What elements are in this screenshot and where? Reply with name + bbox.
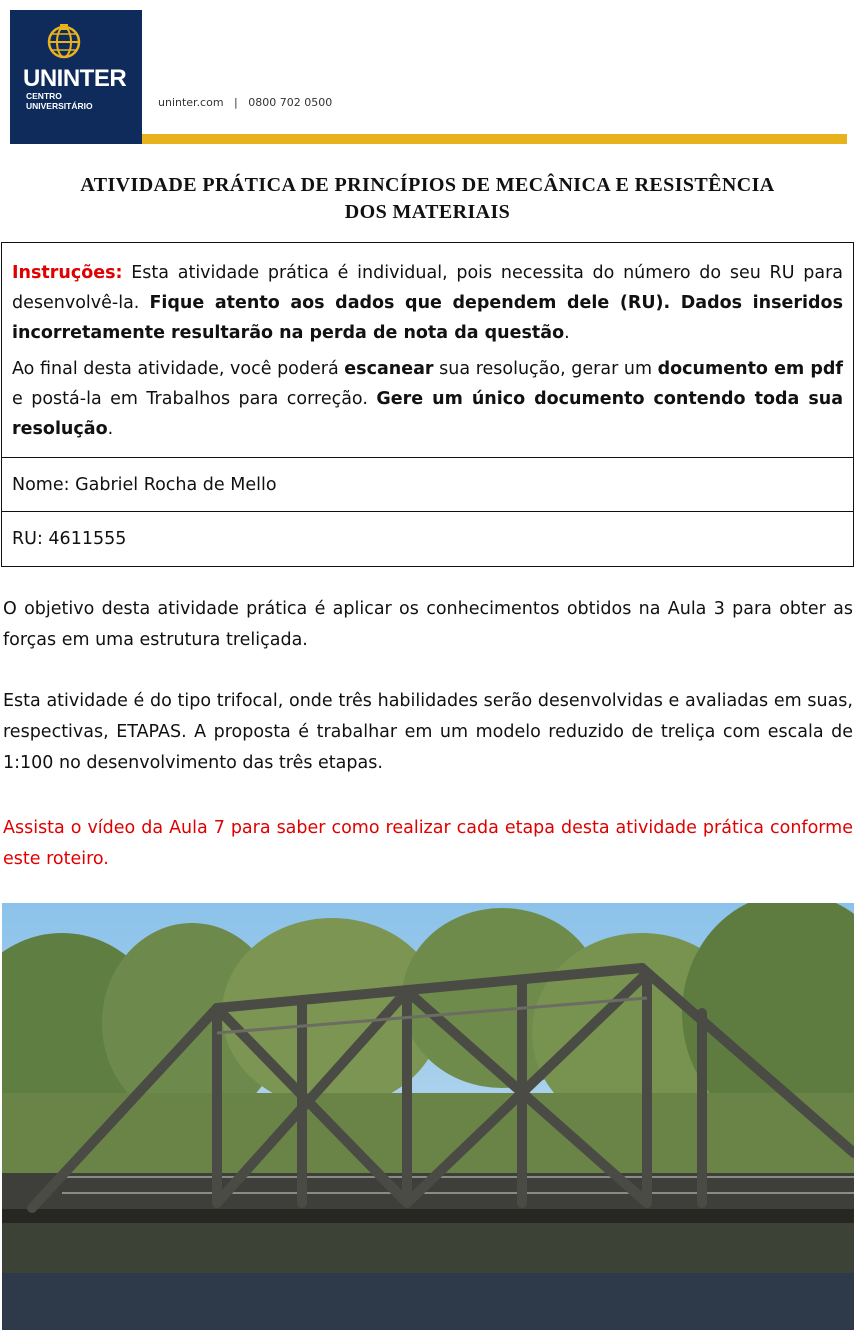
uninter-logo bbox=[10, 10, 142, 135]
document-title: ATIVIDADE PRÁTICA DE PRINCÍPIOS DE MECÂNICA E RESISTÊNCIA DOS MATERIAIS bbox=[80, 174, 775, 223]
header-rule-gold bbox=[142, 134, 847, 144]
instructions-paragraph-2: Ao final desta atividade, você poderá escanear sua resolução, gerar um documento em pdf e postá-la em Trabalhos para correção. Gere um único documento contendo toda sua resolução. bbox=[12, 359, 844, 439]
objective-paragraph: O objetivo desta atividade prática é aplicar os conhecimentos obtidos na Aula 3 para obter as forças em uma estrutura treliçada. bbox=[3, 599, 853, 650]
header-rule-navy bbox=[10, 134, 142, 144]
logo-subtitle: CENTRO UNIVERSITÁRIO bbox=[26, 91, 93, 111]
instructions-cell bbox=[2, 243, 853, 458]
instructions-paragraph-1: Instruções: Esta atividade prática é individual, pois necessita do número do seu RU para desenvolvê-la. Fique atento aos dados que dependem dele (RU). Dados inseridos incorretamente resultarão na perda de nota da questão. bbox=[12, 263, 843, 343]
video-notice-paragraph: Assista o vídeo da Aula 7 para saber como realizar cada etapa desta atividade prática conforme este roteiro. bbox=[3, 818, 853, 869]
activity-description-paragraph: Esta atividade é do tipo trifocal, onde três habilidades serão desenvolvidas e avaliadas em suas, respectivas, ETAPAS. A proposta é trabalhar em um modelo reduzido de treliça com escala de 1:100 no desenvolvimento das três etapas. bbox=[3, 691, 853, 773]
globe-icon bbox=[44, 22, 84, 62]
student-name: Nome: Gabriel Rocha de Mello bbox=[2, 458, 853, 512]
info-table bbox=[1, 242, 854, 567]
logo-name: UNINTER bbox=[23, 65, 127, 92]
student-ru: RU: 4611555 bbox=[12, 529, 127, 549]
instructions-label: Instruções: bbox=[12, 263, 123, 283]
truss-bridge-photo bbox=[2, 903, 854, 1330]
header-contact: uninter.com | 0800 702 0500 bbox=[158, 96, 333, 109]
